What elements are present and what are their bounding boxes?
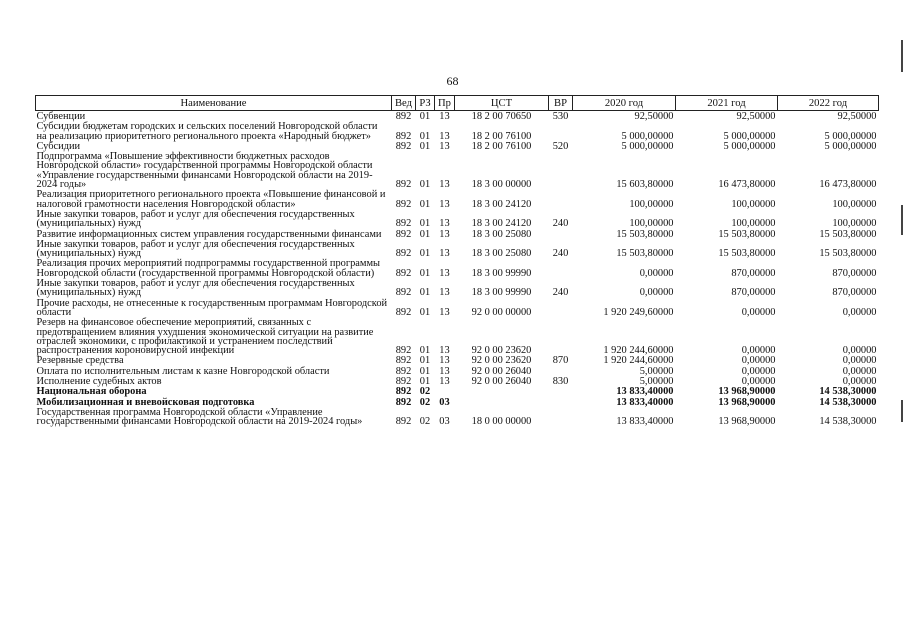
col-header-2020: 2020 год <box>573 96 676 111</box>
cell-name: Исполнение судебных актов <box>36 376 162 388</box>
cell-rz: 01 <box>419 130 431 142</box>
cell-rz: 01 <box>419 287 431 299</box>
cell-vr: 240 <box>552 248 569 260</box>
table-row <box>36 366 879 376</box>
cell-rz: 01 <box>419 376 431 388</box>
cell-vr <box>549 189 573 209</box>
budget-table <box>35 95 879 427</box>
cell-y2020: 13 833,40000 <box>616 396 674 408</box>
cell-ved: 892 <box>395 130 412 142</box>
table-row <box>36 278 879 298</box>
cell-cst: 18 3 00 99990 <box>471 267 532 279</box>
cell-name: Иные закупки товаров, работ и услуг для обеспечения государственных (муниципальных) нужд <box>36 278 355 299</box>
cell-name: Реализация приоритетного регионального проекта «Повышение финансовой и налоговой грамотности населения Новгородской области» <box>36 189 386 210</box>
cell-y2021: 16 473,80000 <box>718 179 776 191</box>
cell-vr <box>549 298 573 318</box>
cell-vr: 240 <box>552 218 569 230</box>
cell-cst: 18 3 00 24120 <box>471 218 532 230</box>
cell-y2020: 0,00000 <box>639 267 674 279</box>
table-row <box>36 189 879 209</box>
cell-y2022: 100,00000 <box>832 218 877 230</box>
cell-y2021: 870,00000 <box>731 267 776 279</box>
cell-y2021: 92,50000 <box>736 111 776 122</box>
table-row <box>36 151 879 189</box>
cell-ved: 892 <box>395 306 412 318</box>
cell-rz: 01 <box>419 345 431 357</box>
cell-rz: 01 <box>419 179 431 191</box>
cell-rz: 01 <box>419 306 431 318</box>
table-row <box>36 376 879 386</box>
cell-name: Оплата по исполнительным листам к казне Новгородской области <box>36 365 330 377</box>
cell-pr: 13 <box>439 306 450 318</box>
table-row <box>36 111 879 122</box>
cell-rz: 01 <box>419 140 431 152</box>
cell-pr <box>435 386 455 396</box>
cell-ved: 892 <box>395 140 412 152</box>
cell-y2020: 5 000,00000 <box>621 140 674 152</box>
cell-y2021: 13 968,90000 <box>718 416 776 428</box>
cell-pr: 13 <box>439 140 450 152</box>
cell-pr: 03 <box>439 416 450 428</box>
cell-ved: 892 <box>395 111 412 122</box>
cell-y2022: 0,00000 <box>842 355 877 367</box>
cell-vr <box>549 397 573 407</box>
cell-cst <box>455 386 549 396</box>
table-body <box>36 111 879 427</box>
cell-cst: 92 0 00 26040 <box>471 376 532 388</box>
cell-y2020: 13 833,40000 <box>616 416 674 428</box>
cell-cst: 18 2 00 70650 <box>471 111 532 122</box>
cell-name: Субвенции <box>36 111 86 122</box>
cell-y2021: 100,00000 <box>731 198 776 210</box>
cell-ved: 892 <box>395 218 412 230</box>
cell-y2022: 15 503,80000 <box>819 228 877 240</box>
cell-rz: 01 <box>419 355 431 367</box>
col-header-name: Наименование <box>36 96 392 111</box>
cell-cst: 18 0 00 00000 <box>471 416 532 428</box>
cell-name: Подпрограмма «Повышение эффективности бюджетных расходов Новгородской области» государственной программы Новгородской области «Управление государственными финансами Новгородской области на 2019-2024 годы» <box>36 151 373 191</box>
cell-rz: 02 <box>419 396 431 408</box>
cell-pr: 13 <box>439 218 450 230</box>
cell-vr <box>549 386 573 396</box>
cell-cst: 92 0 00 00000 <box>471 306 532 318</box>
col-header-cst: ЦСТ <box>455 96 549 111</box>
table-row <box>36 258 879 278</box>
cell-cst: 18 3 00 25080 <box>471 228 532 240</box>
cell-y2020: 0,00000 <box>639 287 674 299</box>
table-row <box>36 209 879 229</box>
cell-cst: 92 0 00 23620 <box>471 345 532 357</box>
cell-ved: 892 <box>395 287 412 299</box>
cell-cst: 92 0 00 23620 <box>471 355 532 367</box>
cell-y2022: 870,00000 <box>832 267 877 279</box>
cell-y2021: 15 503,80000 <box>718 228 776 240</box>
col-header-2021: 2021 год <box>676 96 778 111</box>
cell-y2020: 5 000,00000 <box>621 130 674 142</box>
cell-name: Развитие информационных систем управления государственными финансами <box>36 228 382 240</box>
cell-ved: 892 <box>395 248 412 260</box>
cell-y2020: 100,00000 <box>629 198 674 210</box>
cell-y2022: 5 000,00000 <box>824 140 877 152</box>
cell-vr: 240 <box>552 287 569 299</box>
cell-y2022: 92,50000 <box>837 111 877 122</box>
cell-y2022: 0,00000 <box>842 365 877 377</box>
cell-pr: 13 <box>439 130 450 142</box>
cell-pr: 13 <box>439 267 450 279</box>
cell-name: Прочие расходы, не отнесенные к государственным программам Новгородской области <box>36 297 388 318</box>
cell-pr: 13 <box>439 111 450 122</box>
cell-y2021: 0,00000 <box>741 306 776 318</box>
cell-vr: 520 <box>552 140 569 152</box>
cell-y2020: 1 920 244,60000 <box>603 355 674 367</box>
cell-rz: 01 <box>419 218 431 230</box>
cell-ved: 892 <box>395 345 412 357</box>
cell-cst: 18 3 00 25080 <box>471 248 532 260</box>
cell-pr: 13 <box>439 198 450 210</box>
cell-vr <box>549 258 573 278</box>
cell-y2022: 0,00000 <box>842 306 877 318</box>
cell-y2021: 13 968,90000 <box>718 386 776 398</box>
cell-cst <box>455 397 549 407</box>
cell-ved: 892 <box>395 416 412 428</box>
table-row <box>36 397 879 407</box>
cell-cst: 18 3 00 24120 <box>471 198 532 210</box>
cell-name: Субсидии бюджетам городских и сельских поселений Новгородской области на реализацию приоритетного регионального проекта «Народный бюджет» <box>36 121 378 142</box>
cell-y2022: 0,00000 <box>842 345 877 357</box>
cell-name: Резервные средства <box>36 355 124 367</box>
cell-y2022: 5 000,00000 <box>824 130 877 142</box>
table-row <box>36 229 879 239</box>
cell-name: Субсидии <box>36 140 81 152</box>
cell-rz: 01 <box>419 267 431 279</box>
scan-edge-mark <box>901 40 903 72</box>
cell-y2021: 0,00000 <box>741 355 776 367</box>
col-header-ved: Вед <box>392 96 416 111</box>
cell-ved: 892 <box>395 179 412 191</box>
cell-vr <box>549 151 573 189</box>
cell-pr: 03 <box>439 396 450 408</box>
cell-vr <box>549 229 573 239</box>
cell-rz: 02 <box>419 416 431 428</box>
cell-pr: 13 <box>439 365 450 377</box>
cell-y2021: 15 503,80000 <box>718 248 776 260</box>
scan-edge-mark <box>901 400 903 422</box>
cell-ved: 892 <box>395 376 412 388</box>
cell-ved: 892 <box>395 267 412 279</box>
cell-y2020: 15 503,80000 <box>616 248 674 260</box>
cell-cst: 18 3 00 99990 <box>471 287 532 299</box>
cell-ved: 892 <box>395 228 412 240</box>
cell-y2020: 100,00000 <box>629 218 674 230</box>
cell-name: Национальная оборона <box>36 386 147 398</box>
page-number: 68 <box>446 74 459 88</box>
table-row <box>36 355 879 365</box>
cell-vr <box>549 407 573 427</box>
cell-vr: 870 <box>552 355 569 367</box>
cell-vr: 830 <box>552 376 569 388</box>
cell-vr <box>549 366 573 376</box>
cell-y2022: 14 538,30000 <box>819 416 877 428</box>
cell-cst: 92 0 00 26040 <box>471 365 532 377</box>
cell-y2020: 1 920 244,60000 <box>603 345 674 357</box>
cell-cst: 18 3 00 00000 <box>471 179 532 191</box>
cell-y2022: 100,00000 <box>832 198 877 210</box>
cell-pr: 13 <box>439 345 450 357</box>
cell-vr <box>549 121 573 141</box>
cell-y2021: 0,00000 <box>741 376 776 388</box>
cell-cst: 18 2 00 76100 <box>471 140 532 152</box>
cell-y2021: 0,00000 <box>741 365 776 377</box>
cell-rz: 01 <box>419 248 431 260</box>
cell-name: Реализация прочих мероприятий подпрограммы государственной программы Новгородской области (государственной программы Новгородской области) <box>36 258 381 279</box>
cell-y2021: 5 000,00000 <box>723 130 776 142</box>
cell-pr: 13 <box>439 248 450 260</box>
cell-pr: 13 <box>439 228 450 240</box>
cell-pr: 13 <box>439 355 450 367</box>
cell-rz: 01 <box>419 198 431 210</box>
col-header-2022: 2022 год <box>778 96 879 111</box>
cell-y2020: 5,00000 <box>639 376 674 388</box>
cell-y2021: 0,00000 <box>741 345 776 357</box>
table-row <box>36 141 879 151</box>
cell-name: Государственная программа Новгородской области «Управление государственными финансами Новгородской области на 2019-2024 годы» <box>36 406 363 428</box>
cell-name: Мобилизационная и вневойсковая подготовка <box>36 396 255 408</box>
scan-edge-mark <box>901 205 903 235</box>
table-row <box>36 298 879 318</box>
cell-pr: 13 <box>439 376 450 388</box>
cell-y2022: 0,00000 <box>842 376 877 388</box>
cell-name: Резерв на финансовое обеспечение мероприятий, связанных с предотвращением влияния ухудшения экономической ситуации на развитие отраслей экономики, с профилактикой и устранением последствий распространения короновирусной инфекции <box>36 317 374 357</box>
cell-rz: 01 <box>419 111 431 122</box>
cell-y2022: 14 538,30000 <box>819 396 877 408</box>
cell-y2022: 870,00000 <box>832 287 877 299</box>
cell-y2020: 92,50000 <box>634 111 674 122</box>
cell-y2020: 5,00000 <box>639 365 674 377</box>
cell-y2020: 15 503,80000 <box>616 228 674 240</box>
cell-y2022: 14 538,30000 <box>819 386 877 398</box>
cell-ved: 892 <box>395 355 412 367</box>
cell-pr: 13 <box>439 179 450 191</box>
cell-y2021: 100,00000 <box>731 218 776 230</box>
table-row <box>36 407 879 427</box>
cell-rz: 01 <box>419 228 431 240</box>
table-row <box>36 239 879 259</box>
cell-y2021: 5 000,00000 <box>723 140 776 152</box>
cell-y2022: 16 473,80000 <box>819 179 877 191</box>
cell-pr: 13 <box>439 287 450 299</box>
cell-rz: 01 <box>419 365 431 377</box>
table-row <box>36 317 879 355</box>
cell-y2021: 870,00000 <box>731 287 776 299</box>
table-header-row <box>36 96 879 111</box>
cell-ved: 892 <box>395 386 412 398</box>
cell-name: Иные закупки товаров, работ и услуг для обеспечения государственных (муниципальных) нужд <box>36 208 355 230</box>
table-row <box>36 386 879 396</box>
cell-ved: 892 <box>395 396 412 408</box>
cell-ved: 892 <box>395 365 412 377</box>
cell-name: Иные закупки товаров, работ и услуг для обеспечения государственных (муниципальных) нужд <box>36 238 355 260</box>
col-header-pr: Пр <box>435 96 455 111</box>
col-header-rz: РЗ <box>416 96 435 111</box>
cell-y2020: 1 920 249,60000 <box>603 306 674 318</box>
cell-y2022: 15 503,80000 <box>819 248 877 260</box>
cell-cst: 18 2 00 76100 <box>471 130 532 142</box>
col-header-vr: ВР <box>549 96 573 111</box>
cell-vr <box>549 317 573 355</box>
cell-y2020: 15 603,80000 <box>616 179 674 191</box>
cell-y2021: 13 968,90000 <box>718 396 776 408</box>
table-row <box>36 121 879 141</box>
cell-vr: 530 <box>552 111 569 122</box>
cell-ved: 892 <box>395 198 412 210</box>
cell-rz: 02 <box>419 386 431 398</box>
cell-y2020: 13 833,40000 <box>616 386 674 398</box>
